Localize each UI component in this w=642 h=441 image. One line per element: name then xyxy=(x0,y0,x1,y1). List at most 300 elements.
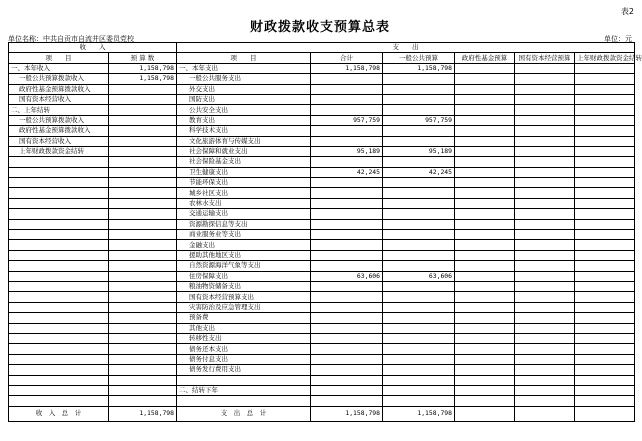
table-row xyxy=(9,94,635,104)
carryover-fund-cell xyxy=(575,219,635,229)
general-budget-cell: 95,189 xyxy=(383,146,455,156)
income-value-cell xyxy=(109,385,177,395)
total-cell xyxy=(311,365,383,375)
income-total-value: 1,158,798 xyxy=(109,406,177,421)
state-capital-cell xyxy=(515,94,575,104)
income-item-cell xyxy=(9,344,109,354)
expense-item-cell: 债务发行费用支出 xyxy=(177,365,311,375)
gov-fund-cell xyxy=(455,219,515,229)
gov-fund-cell xyxy=(455,167,515,177)
gov-fund-cell xyxy=(455,250,515,260)
table-row xyxy=(9,261,635,271)
state-capital-cell xyxy=(515,84,575,94)
total-cell xyxy=(311,230,383,240)
gov-fund-cell xyxy=(455,302,515,312)
income-value-cell xyxy=(109,188,177,198)
income-item-cell: 国有资本经营收入 xyxy=(9,94,109,104)
gov-fund-cell xyxy=(455,281,515,291)
table-row xyxy=(9,146,635,156)
income-value-cell xyxy=(109,178,177,188)
income-item-cell xyxy=(9,261,109,271)
general-budget-cell xyxy=(383,209,455,219)
currency-unit: 单位：元 xyxy=(604,35,632,43)
income-item-cell xyxy=(9,178,109,188)
state-capital-cell xyxy=(515,375,575,385)
income-item-cell: 政府性基金预算拨款收入 xyxy=(9,84,109,94)
gov-fund-cell xyxy=(455,157,515,167)
carryover-fund-cell xyxy=(575,292,635,302)
general-budget-cell xyxy=(383,333,455,343)
expense-item-cell: 援助其他地区支出 xyxy=(177,250,311,260)
general-budget-cell xyxy=(383,323,455,333)
income-value-cell xyxy=(109,323,177,333)
income-item-cell xyxy=(9,219,109,229)
income-item-header: 项 目 xyxy=(9,53,109,63)
table-row xyxy=(9,281,635,291)
table-row xyxy=(9,188,635,198)
income-value-cell xyxy=(109,365,177,375)
general-budget-cell xyxy=(383,74,455,84)
gov-fund-cell xyxy=(455,375,515,385)
total-cell xyxy=(311,313,383,323)
income-item-cell xyxy=(9,198,109,208)
expense-item-cell: 社会保险基金支出 xyxy=(177,157,311,167)
total-cell xyxy=(311,385,383,395)
carryover-fund-cell xyxy=(575,188,635,198)
income-value-cell xyxy=(109,146,177,156)
income-value-cell xyxy=(109,302,177,312)
expense-total-label: 支 出 总 计 xyxy=(177,406,311,421)
income-item-cell xyxy=(9,354,109,364)
table-row xyxy=(9,63,635,73)
state-capital-header: 国有资本经营预算 xyxy=(515,53,575,63)
gov-fund-cell xyxy=(455,198,515,208)
carryover-fund-cell xyxy=(575,313,635,323)
table-row xyxy=(9,198,635,208)
income-item-cell: 二、上年结转 xyxy=(9,105,109,115)
income-value-cell xyxy=(109,313,177,323)
table-row xyxy=(9,219,635,229)
gov-fund-cell xyxy=(455,84,515,94)
state-capital-cell xyxy=(515,385,575,395)
income-value-cell xyxy=(109,136,177,146)
total-cell: 957,759 xyxy=(311,115,383,125)
income-header: 收 入 xyxy=(9,43,177,53)
gov-fund-cell xyxy=(455,333,515,343)
general-budget-cell: 42,245 xyxy=(383,167,455,177)
general-budget-cell xyxy=(383,385,455,395)
income-value-cell xyxy=(109,354,177,364)
gov-fund-cell xyxy=(455,178,515,188)
general-budget-cell xyxy=(383,281,455,291)
state-capital-cell xyxy=(515,209,575,219)
gov-fund-cell xyxy=(455,323,515,333)
state-capital-cell xyxy=(515,313,575,323)
gov-fund-cell xyxy=(455,344,515,354)
table-row xyxy=(9,74,635,84)
expense-item-cell: 文化旅游体育与传媒支出 xyxy=(177,136,311,146)
general-budget-cell xyxy=(383,105,455,115)
budget-header: 预 算 数 xyxy=(109,53,177,63)
general-budget-cell xyxy=(383,136,455,146)
table-row xyxy=(9,167,635,177)
table-number: 表2 xyxy=(620,7,634,16)
gov-fund-cell xyxy=(455,230,515,240)
gov-fund-cell xyxy=(455,240,515,250)
expense-item-cell: 教育支出 xyxy=(177,115,311,125)
carryover-fund-cell xyxy=(575,302,635,312)
general-budget-cell xyxy=(383,240,455,250)
expense-item-cell: 城乡社区支出 xyxy=(177,188,311,198)
gov-fund-cell xyxy=(455,115,515,125)
state-capital-cell xyxy=(515,261,575,271)
totals-row xyxy=(9,406,635,421)
carryover-fund-cell xyxy=(575,333,635,343)
expense-item-cell: 公共安全支出 xyxy=(177,105,311,115)
income-item-cell: 上年财政拨款资金结转 xyxy=(9,146,109,156)
expense-item-cell: 社会保障和就业支出 xyxy=(177,146,311,156)
income-item-cell: 一般公共预算拨款收入 xyxy=(9,115,109,125)
carryover-fund-cell xyxy=(575,198,635,208)
general-budget-cell: 63,606 xyxy=(383,271,455,281)
total-cell: 1,158,798 xyxy=(311,63,383,73)
carryover-fund-cell xyxy=(575,365,635,375)
gov-fund-cell xyxy=(455,271,515,281)
carryover-fund-cell xyxy=(575,271,635,281)
income-value-cell xyxy=(109,396,177,406)
gov-fund-cell xyxy=(455,94,515,104)
state-capital-cell xyxy=(515,167,575,177)
total-cell xyxy=(311,261,383,271)
carryover-fund-header: 上年财政拨款资金结转 xyxy=(575,53,635,63)
income-value-cell xyxy=(109,230,177,240)
gov-fund-cell xyxy=(455,365,515,375)
expense-item-cell: 卫生健康支出 xyxy=(177,167,311,177)
general-budget-cell xyxy=(383,396,455,406)
general-budget-cell xyxy=(383,84,455,94)
gov-fund-cell xyxy=(455,396,515,406)
expense-item-cell: 债务付息支出 xyxy=(177,354,311,364)
income-value-cell xyxy=(109,375,177,385)
total-cell xyxy=(311,157,383,167)
state-capital-cell xyxy=(515,219,575,229)
expense-item-cell: 一、本年支出 xyxy=(177,63,311,73)
expense-item-cell: 国有资本经营预算支出 xyxy=(177,292,311,302)
expense-item-cell: 交通运输支出 xyxy=(177,209,311,219)
table-row xyxy=(9,292,635,302)
income-value-cell xyxy=(109,250,177,260)
income-item-cell xyxy=(9,313,109,323)
carryover-fund-cell xyxy=(575,281,635,291)
income-item-cell xyxy=(9,333,109,343)
carryover-fund-cell xyxy=(575,209,635,219)
carryover-fund-cell xyxy=(575,74,635,84)
expense-item-cell: 粮油物资储备支出 xyxy=(177,281,311,291)
expense-item-cell: 商业服务业等支出 xyxy=(177,230,311,240)
income-item-cell xyxy=(9,250,109,260)
state-capital-cell xyxy=(515,136,575,146)
expense-item-cell: 转移性支出 xyxy=(177,333,311,343)
state-capital-cell xyxy=(515,250,575,260)
income-value-cell: 1,158,798 xyxy=(109,74,177,84)
budget-table xyxy=(8,42,642,422)
expense-item-cell xyxy=(177,375,311,385)
total-cell xyxy=(311,94,383,104)
general-budget-cell xyxy=(383,313,455,323)
income-item-cell xyxy=(9,302,109,312)
table-row xyxy=(9,344,635,354)
general-budget-cell xyxy=(383,292,455,302)
state-capital-cell xyxy=(515,365,575,375)
expense-item-cell: 资源勘探信息等支出 xyxy=(177,219,311,229)
table-row xyxy=(9,302,635,312)
general-budget-cell xyxy=(383,365,455,375)
table-row xyxy=(9,105,635,115)
header-row-2 xyxy=(9,53,635,63)
general-budget-cell xyxy=(383,198,455,208)
gov-fund-cell xyxy=(455,313,515,323)
state-capital-cell xyxy=(515,105,575,115)
gov-fund-cell xyxy=(455,385,515,395)
expense-total-value: 1,158,798 xyxy=(311,406,383,421)
table-row xyxy=(9,365,635,375)
general-budget-cell xyxy=(383,178,455,188)
gov-fund-total-value xyxy=(455,406,515,421)
general-budget-cell xyxy=(383,230,455,240)
income-item-cell xyxy=(9,385,109,395)
income-item-cell xyxy=(9,230,109,240)
table-row xyxy=(9,313,635,323)
general-budget-cell xyxy=(383,375,455,385)
total-header: 合计 xyxy=(311,53,383,63)
expense-item-cell: 住房保障支出 xyxy=(177,271,311,281)
income-value-cell xyxy=(109,198,177,208)
table-row xyxy=(9,209,635,219)
state-capital-total-value xyxy=(515,406,575,421)
income-value-cell xyxy=(109,115,177,125)
general-budget-cell xyxy=(383,261,455,271)
expense-item-cell xyxy=(177,396,311,406)
general-budget-total-value: 1,158,798 xyxy=(383,406,455,421)
total-cell: 42,245 xyxy=(311,167,383,177)
gov-fund-cell xyxy=(455,105,515,115)
income-item-cell xyxy=(9,365,109,375)
gov-fund-cell xyxy=(455,74,515,84)
expense-header: 支 出 xyxy=(177,43,635,53)
carryover-fund-cell xyxy=(575,375,635,385)
carryover-fund-cell xyxy=(575,261,635,271)
carryover-fund-cell xyxy=(575,63,635,73)
total-cell xyxy=(311,84,383,94)
state-capital-cell xyxy=(515,396,575,406)
expense-item-cell: 农林水支出 xyxy=(177,198,311,208)
income-value-cell xyxy=(109,209,177,219)
total-cell: 63,606 xyxy=(311,271,383,281)
carryover-fund-cell xyxy=(575,126,635,136)
general-budget-cell xyxy=(383,250,455,260)
total-cell xyxy=(311,136,383,146)
income-value-cell xyxy=(109,84,177,94)
income-value-cell xyxy=(109,157,177,167)
state-capital-cell xyxy=(515,146,575,156)
total-cell xyxy=(311,396,383,406)
gov-fund-header: 政府性基金预算 xyxy=(455,53,515,63)
total-cell xyxy=(311,188,383,198)
table-row xyxy=(9,230,635,240)
state-capital-cell xyxy=(515,157,575,167)
general-budget-cell xyxy=(383,354,455,364)
income-item-cell: 一般公共预算拨款收入 xyxy=(9,74,109,84)
income-value-cell xyxy=(109,261,177,271)
total-cell xyxy=(311,292,383,302)
expense-item-cell: 预备费 xyxy=(177,313,311,323)
state-capital-cell xyxy=(515,333,575,343)
state-capital-cell xyxy=(515,323,575,333)
state-capital-cell xyxy=(515,188,575,198)
general-budget-cell xyxy=(383,94,455,104)
total-cell xyxy=(311,333,383,343)
state-capital-cell xyxy=(515,63,575,73)
income-item-cell xyxy=(9,167,109,177)
total-cell xyxy=(311,178,383,188)
total-cell xyxy=(311,323,383,333)
table-row xyxy=(9,157,635,167)
table-row xyxy=(9,240,635,250)
carryover-fund-cell xyxy=(575,136,635,146)
total-cell xyxy=(311,209,383,219)
table-row xyxy=(9,333,635,343)
income-item-cell: 一、本年收入 xyxy=(9,63,109,73)
income-item-cell xyxy=(9,157,109,167)
income-value-cell xyxy=(109,94,177,104)
income-value-cell xyxy=(109,292,177,302)
gov-fund-cell xyxy=(455,63,515,73)
carryover-fund-cell xyxy=(575,250,635,260)
expense-item-header: 项 目 xyxy=(177,53,311,63)
state-capital-cell xyxy=(515,292,575,302)
expense-item-cell: 自然资源海洋气象等支出 xyxy=(177,261,311,271)
income-item-cell xyxy=(9,271,109,281)
gov-fund-cell xyxy=(455,292,515,302)
carryover-fund-cell xyxy=(575,385,635,395)
state-capital-cell xyxy=(515,271,575,281)
expense-item-cell: 一般公共服务支出 xyxy=(177,74,311,84)
carryover-fund-cell xyxy=(575,344,635,354)
total-cell xyxy=(311,105,383,115)
table-row xyxy=(9,84,635,94)
expense-item-cell: 外交支出 xyxy=(177,84,311,94)
carryover-fund-total-value xyxy=(575,406,635,421)
gov-fund-cell xyxy=(455,354,515,364)
total-cell xyxy=(311,198,383,208)
gov-fund-cell xyxy=(455,209,515,219)
table-row xyxy=(9,136,635,146)
gov-fund-cell xyxy=(455,188,515,198)
carryover-fund-cell xyxy=(575,167,635,177)
table-row xyxy=(9,271,635,281)
income-item-cell xyxy=(9,240,109,250)
carryover-fund-cell xyxy=(575,323,635,333)
income-value-cell xyxy=(109,344,177,354)
general-budget-cell xyxy=(383,188,455,198)
header-row-1 xyxy=(9,43,635,53)
total-cell xyxy=(311,240,383,250)
carryover-fund-cell xyxy=(575,230,635,240)
carryover-fund-cell xyxy=(575,115,635,125)
general-budget-header: 一般公共预算 xyxy=(383,53,455,63)
report-title: 财政拨款收支预算总表 xyxy=(249,20,390,35)
income-total-label: 收 入 总 计 xyxy=(9,406,109,421)
general-budget-cell xyxy=(383,157,455,167)
carryover-fund-cell xyxy=(575,84,635,94)
income-value-cell xyxy=(109,271,177,281)
total-cell xyxy=(311,219,383,229)
income-value-cell xyxy=(109,219,177,229)
income-value-cell xyxy=(109,126,177,136)
total-cell xyxy=(311,250,383,260)
total-cell xyxy=(311,375,383,385)
general-budget-cell xyxy=(383,219,455,229)
total-cell xyxy=(311,302,383,312)
income-value-cell xyxy=(109,281,177,291)
general-budget-cell xyxy=(383,302,455,312)
income-value-cell xyxy=(109,333,177,343)
state-capital-cell xyxy=(515,354,575,364)
income-item-cell xyxy=(9,396,109,406)
expense-item-cell: 二、结转下年 xyxy=(177,385,311,395)
carryover-fund-cell xyxy=(575,157,635,167)
general-budget-cell xyxy=(383,126,455,136)
gov-fund-cell xyxy=(455,261,515,271)
state-capital-cell xyxy=(515,74,575,84)
income-value-cell: 1,158,798 xyxy=(109,63,177,73)
state-capital-cell xyxy=(515,198,575,208)
state-capital-cell xyxy=(515,240,575,250)
total-cell xyxy=(311,126,383,136)
carryover-fund-cell xyxy=(575,178,635,188)
gov-fund-cell xyxy=(455,146,515,156)
expense-item-cell: 国防支出 xyxy=(177,94,311,104)
income-value-cell xyxy=(109,167,177,177)
state-capital-cell xyxy=(515,115,575,125)
total-cell xyxy=(311,281,383,291)
table-row xyxy=(9,323,635,333)
table-row xyxy=(9,354,635,364)
expense-item-cell: 债务还本支出 xyxy=(177,344,311,354)
table-row xyxy=(9,385,635,395)
table-row xyxy=(9,178,635,188)
total-cell xyxy=(311,344,383,354)
income-value-cell xyxy=(109,240,177,250)
income-item-cell xyxy=(9,188,109,198)
carryover-fund-cell xyxy=(575,105,635,115)
income-value-cell xyxy=(109,105,177,115)
state-capital-cell xyxy=(515,281,575,291)
expense-item-cell: 灾害防治及应急管理支出 xyxy=(177,302,311,312)
total-cell xyxy=(311,74,383,84)
expense-item-cell: 科学技术支出 xyxy=(177,126,311,136)
carryover-fund-cell xyxy=(575,94,635,104)
expense-item-cell: 其他支出 xyxy=(177,323,311,333)
state-capital-cell xyxy=(515,230,575,240)
general-budget-cell xyxy=(383,344,455,354)
state-capital-cell xyxy=(515,302,575,312)
table-row xyxy=(9,126,635,136)
total-cell xyxy=(311,354,383,364)
total-cell: 95,189 xyxy=(311,146,383,156)
expense-item-cell: 节能环保支出 xyxy=(177,178,311,188)
carryover-fund-cell xyxy=(575,240,635,250)
